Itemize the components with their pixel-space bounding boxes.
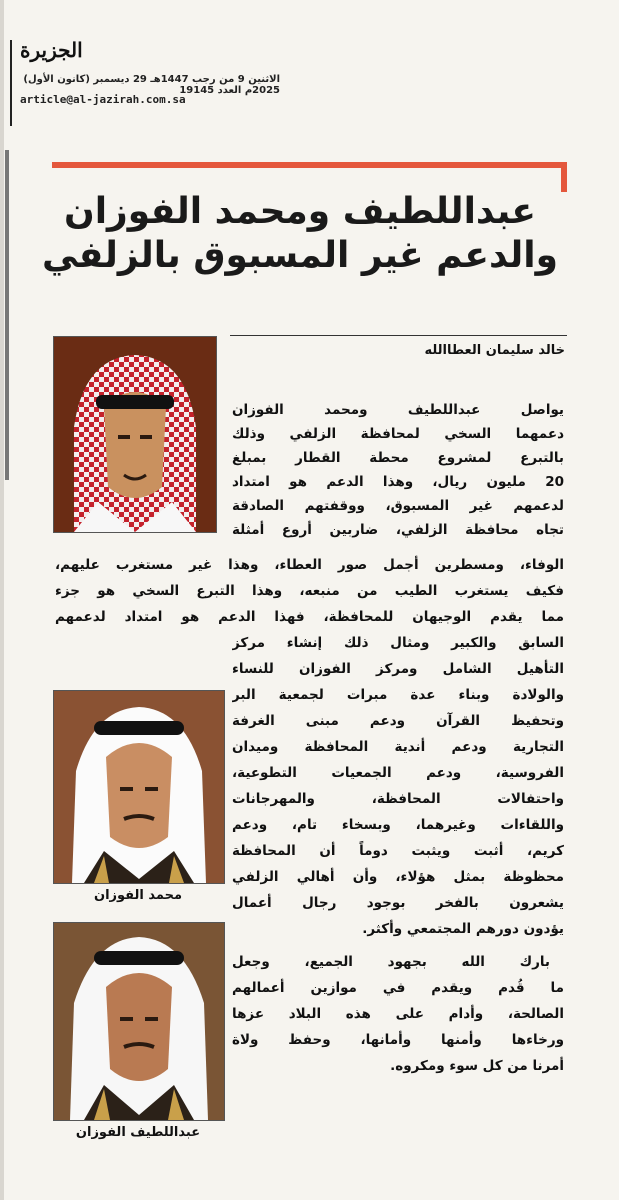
body-line: بالتبرع لمشروع محطة القطار بمبلغ — [232, 450, 564, 466]
body-line: الوفاء، ومسطرين أجمل صور العطاء، وهذا غير مستغرب عليهم، — [55, 557, 564, 573]
body-line: ما قُدم ويقدم في موازين أعمالهم — [232, 980, 564, 996]
author-portrait-illustration — [54, 337, 216, 532]
caption-mohammed: محمد الفوزان — [93, 888, 183, 903]
caption-abdullatif: عبداللطيف الفوزان — [75, 1125, 201, 1140]
issue-date-line: الاثنين 9 من رجب 1447هـ 29 ديسمبر (كانون الأول) 2025م العدد 19145 — [23, 74, 280, 96]
body-line: تجاه محافظة الزلفي، ضاربين أروع أمثلة — [232, 522, 564, 538]
photo-mohammed — [53, 690, 225, 884]
body-line: فكيف يستغرب الطيب من منبعه، وهذا التبرع السخي هو جزء — [55, 583, 564, 599]
body-line: دعمهما السخي لمحافظة الزلفي وذلك — [232, 426, 564, 442]
body-line: السابق والكبير ومثال ذلك إنشاء مركز — [232, 635, 564, 651]
body-line: محظوظة بمثل هؤلاء، وأن أهالي الزلفي — [232, 869, 564, 885]
article-headline — [40, 190, 560, 278]
photo-abdullatif — [53, 922, 225, 1121]
accent-rule-vertical — [561, 162, 567, 192]
headline-line-1: عبداللطيف ومحمد الفوزان — [63, 191, 536, 232]
abdullatif-portrait-illustration — [54, 923, 224, 1120]
body-line: يشعرون بالفخر بوجود رجال أعمال — [232, 895, 564, 911]
header-divider — [10, 40, 12, 126]
newspaper-logo: الجزيرة — [20, 38, 83, 62]
body-line: الصالحة، وأدام على هذه البلاد عزها — [232, 1006, 564, 1022]
byline-rule — [230, 335, 567, 336]
body-line: واحتفالات المحافظة، والمهرجانات — [232, 791, 564, 807]
body-line: 20 مليون ريال، وهذا الدعم هو امتداد — [232, 474, 564, 490]
mohammed-portrait-illustration — [54, 691, 224, 883]
body-line: التأهيل الشامل ومركز الفوزان للنساء — [232, 661, 564, 677]
page-scroll-edge — [5, 150, 9, 480]
body-line: وتحفيظ القرآن ودعم مبنى الغرفة — [232, 713, 564, 729]
contact-email[interactable]: article@al-jazirah.com.sa — [20, 93, 186, 106]
body-line: ورخاءها وأمنها وأمانها، وحفظ ولاة — [232, 1032, 564, 1048]
body-line: بارك الله بجهود الجميع، وجعل — [232, 954, 550, 970]
body-line: أمرنا من كل سوء ومكروه. — [390, 1058, 564, 1074]
body-line: مما يقدم الوجيهان للمحافظة، فهذا الدعم هو امتداد لدعمهم — [55, 609, 564, 625]
author-photo — [53, 336, 217, 533]
page-edge — [0, 0, 4, 1200]
body-line: لدعمهم غير المسبوق، ووقفتهم الصادقة — [232, 498, 564, 514]
body-line: واللقاءات وغيرهما، وبسخاء تام، ودعم — [232, 817, 564, 833]
body-line: التجارية ودعم أندية المحافظة وميدان — [232, 739, 564, 755]
body-line: يؤدون دورهم المجتمعي وأكثر. — [362, 921, 564, 937]
accent-rule-horizontal — [52, 162, 567, 168]
body-line: الفروسية، ودعم الجمعيات التطوعية، — [232, 765, 564, 781]
author-byline: خالد سليمان العطاالله — [424, 343, 565, 358]
body-line: يواصل عبداللطيف ومحمد الفوزان — [232, 402, 564, 418]
headline-line-2: والدعم غير المسبوق بالزلفي — [41, 235, 558, 276]
body-line: كريم، أثبت ويثبت دوماً أن المحافظة — [232, 843, 564, 859]
body-line: والولادة وبناء عدة مبرات لجمعية البر — [232, 687, 564, 703]
